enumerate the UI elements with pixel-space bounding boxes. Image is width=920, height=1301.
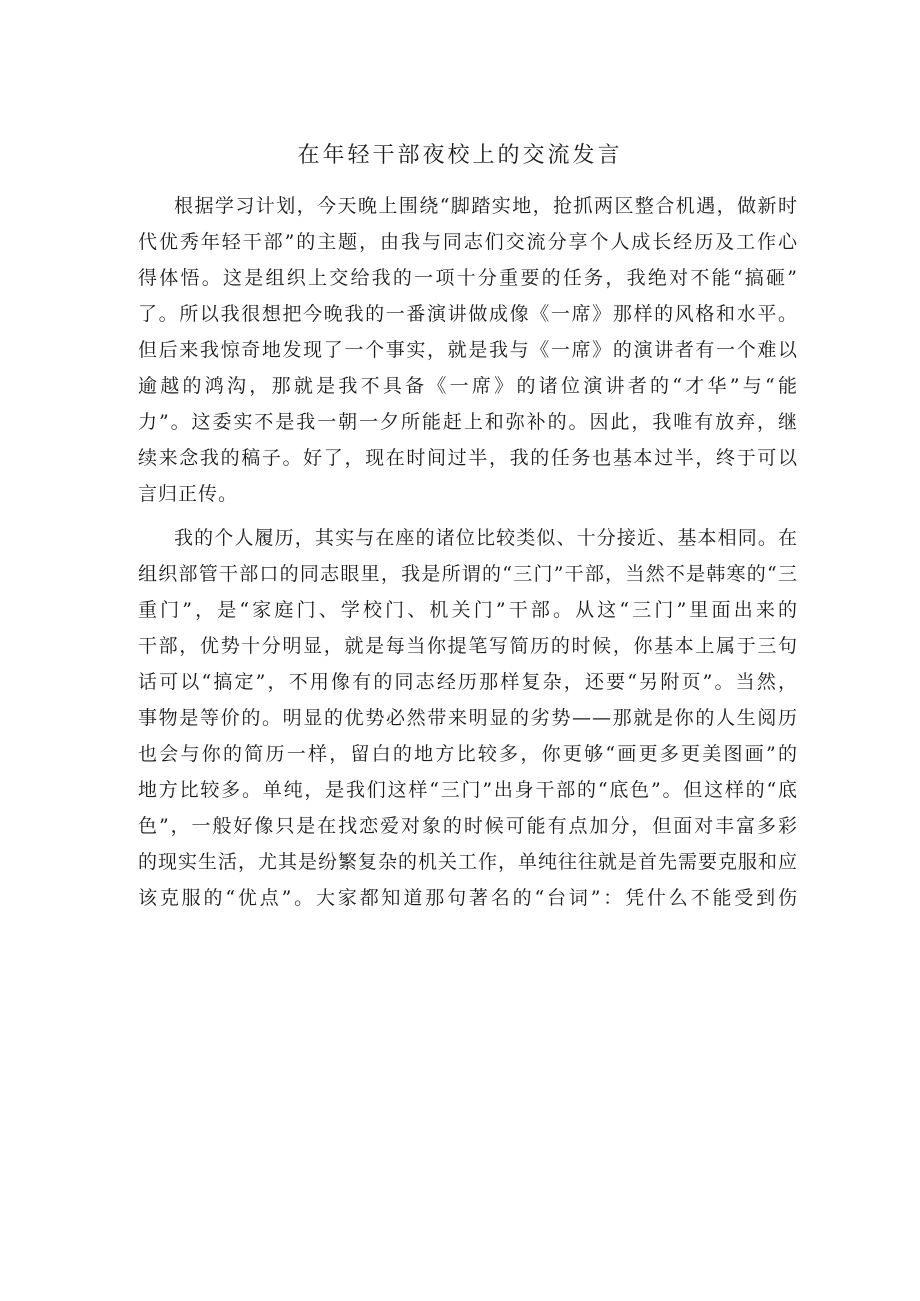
- text-line: 根据学习计划，今天晚上围绕“脚踏实地，抢抓两区整合机遇，做新时: [174, 195, 798, 217]
- text-line: 该克服的“优点”。大家都知道那句著名的“台词”：凭什么不能受到伤: [138, 887, 798, 909]
- text-line: 得体悟。这是组织上交给我的一项十分重要的任务，我绝对不能“搞砸”: [138, 267, 798, 289]
- paragraph-2: [138, 520, 798, 916]
- text-line: 但后来我惊奇地发现了一个事实，就是我与《一席》的演讲者有一个难以: [138, 339, 798, 361]
- text-line: 组织部管干部口的同志眼里，我是所谓的“三门”干部，当然不是韩寒的“三: [138, 563, 798, 585]
- document-title: 在年轻干部夜校上的交流发言: [297, 143, 623, 168]
- paragraph-1: [138, 188, 798, 512]
- text-line: 事物是等价的。明显的优势必然带来明显的劣势——那就是你的人生阅历: [138, 707, 798, 729]
- text-line: 色”，一般好像只是在找恋爱对象的时候可能有点加分，但面对丰富多彩: [138, 815, 798, 837]
- text-line: 续来念我的稿子。好了，现在时间过半，我的任务也基本过半，终于可以: [138, 447, 798, 469]
- document-body: [138, 170, 798, 916]
- text-line: 逾越的鸿沟，那就是我不具备《一席》的诸位演讲者的“才华”与“能: [138, 375, 798, 397]
- text-line: 了。所以我很想把今晚我的一番演讲做成像《一席》那样的风格和水平。: [138, 303, 798, 325]
- text-line: 重门”，是“家庭门、学校门、机关门”干部。从这“三门”里面出来的: [138, 599, 798, 621]
- text-line: 言归正传。: [138, 483, 239, 505]
- text-line: 地方比较多。单纯，是我们这样“三门”出身干部的“底色”。但这样的“底: [138, 779, 798, 801]
- text-line: 也会与你的简历一样，留白的地方比较多，你更够“画更多更美图画”的: [138, 743, 798, 765]
- text-line: 干部，优势十分明显，就是每当你提笔写简历的时候，你基本上属于三句: [138, 635, 798, 657]
- text-line: 话可以“搞定”，不用像有的同志经历那样复杂，还要“另附页”。当然，: [138, 671, 798, 693]
- text-line: 代优秀年轻干部”的主题，由我与同志们交流分享个人成长经历及工作心: [138, 231, 798, 253]
- text-line: 力”。这委实不是我一朝一夕所能赶上和弥补的。因此，我唯有放弃，继: [138, 411, 798, 433]
- text-line: 的现实生活，尤其是纷繁复杂的机关工作，单纯往往就是首先需要克服和应: [138, 851, 799, 873]
- text-line: 我的个人履历，其实与在座的诸位比较类似、十分接近、基本相同。在: [174, 527, 798, 549]
